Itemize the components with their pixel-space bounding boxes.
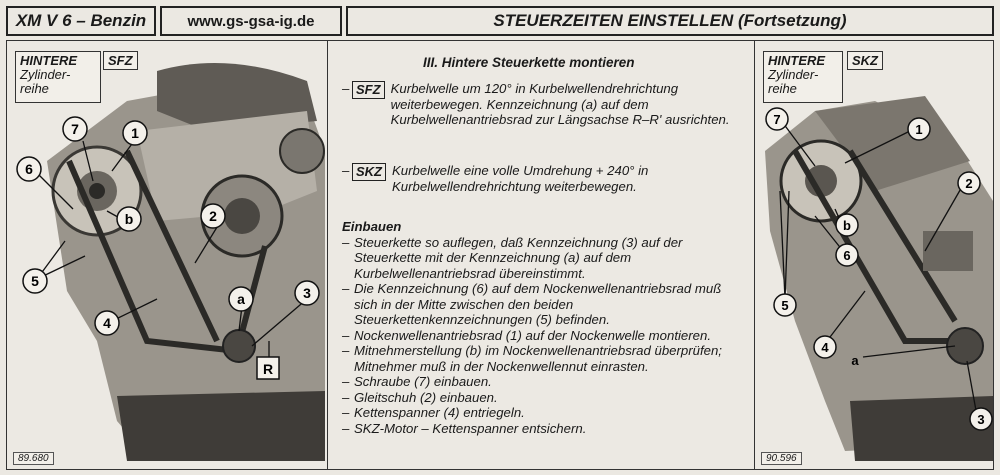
callout-3 xyxy=(970,408,992,430)
tag-line3: reihe xyxy=(20,81,49,96)
instructions-panel xyxy=(328,40,754,470)
engine-code-badge: SFZ xyxy=(103,51,138,70)
tag-line1: HINTERE xyxy=(768,53,826,68)
einbauen-list xyxy=(342,235,744,437)
callout-a xyxy=(229,287,253,311)
list-item: – Die Kennzeichnung (6) auf dem Nockenwellenantriebsrad muß sich in der Mitte zwischen den beiden Steuerkettenkennzeichnungen (5) befinden. xyxy=(342,281,722,327)
list-item: – SKZ-Motor – Kettenspanner entsichern. xyxy=(342,420,587,436)
sfz-text: Kurbelwelle um 120° in Kurbelwellendrehrichtung weiterbewegen. Kennzeichnung (a) auf dem Kurbelwellenantriebsrad zur Längsachse R–R' ausrichten. xyxy=(390,81,730,127)
svg-text:4: 4 xyxy=(821,340,829,355)
svg-text:5: 5 xyxy=(781,298,789,313)
skz-code-box: SKZ xyxy=(352,163,386,181)
list-item: – Nockenwellenantriebsrad (1) auf der Nockenwelle montieren. xyxy=(342,327,711,343)
left-figure-panel xyxy=(6,40,328,470)
callout-7 xyxy=(766,108,788,130)
callout-6 xyxy=(836,244,858,266)
svg-text:a: a xyxy=(851,353,859,368)
figure-number-left: 89.680 xyxy=(13,452,54,465)
tag-line1: HINTERE xyxy=(20,53,78,68)
callout-a xyxy=(851,353,859,368)
tag-line3: reihe xyxy=(768,81,797,96)
callout-1 xyxy=(123,121,147,145)
svg-text:7: 7 xyxy=(71,121,79,137)
callout-7 xyxy=(63,117,87,141)
engine-code-badge-right: SKZ xyxy=(847,51,883,70)
callout-b xyxy=(836,214,858,236)
svg-text:6: 6 xyxy=(25,161,33,177)
callout-4 xyxy=(95,311,119,335)
callout-2 xyxy=(958,172,980,194)
list-item: – Mitnehmerstellung (b) im Nockenwellenantriebsrad überprüfen; Mitnehmer muß in der Nockenwellennut einrasten. xyxy=(342,343,722,374)
list-item: – Kettenspanner (4) entriegeln. xyxy=(342,405,525,420)
header-url: www.gs-gsa-ig.de xyxy=(160,6,342,36)
svg-text:5: 5 xyxy=(31,273,39,289)
callout-2 xyxy=(201,204,225,228)
callouts-left xyxy=(7,41,328,470)
list-item: – Steuerkette so auflegen, daß Kennzeichnung (3) auf der Steuerkette mit der Kennzeichnung (a) auf dem Kurbelwellenantriebsrad übereinstimmt. xyxy=(342,234,683,281)
list-item: – Gleitschuh (2) einbauen. xyxy=(342,389,498,405)
callout-5 xyxy=(774,294,796,316)
callout-1 xyxy=(908,118,930,140)
callout-5 xyxy=(23,269,47,293)
svg-text:3: 3 xyxy=(977,412,985,427)
right-figure-panel xyxy=(754,40,994,470)
svg-text:b: b xyxy=(843,218,851,233)
callouts-right xyxy=(755,41,994,470)
sfz-code-box: SFZ xyxy=(352,81,385,99)
svg-text:2: 2 xyxy=(209,208,217,224)
skz-text: Kurbelwelle eine volle Umdrehung + 240° in Kurbelwellendrehrichtung weiterbewegen. xyxy=(392,163,649,194)
einbauen-section xyxy=(342,219,744,436)
callout-6 xyxy=(17,157,41,181)
svg-text:7: 7 xyxy=(773,112,781,127)
figure-number-right: 90.596 xyxy=(761,452,802,465)
tag-line2: Zylinder- xyxy=(768,67,819,82)
svg-text:1: 1 xyxy=(915,122,923,137)
svg-text:6: 6 xyxy=(843,248,851,263)
callout-b xyxy=(117,207,141,231)
svg-text:1: 1 xyxy=(131,125,139,141)
svg-text:R: R xyxy=(262,361,274,377)
callout-4 xyxy=(814,336,836,358)
einbauen-title: Einbauen xyxy=(342,219,402,234)
callout-3 xyxy=(295,281,319,305)
svg-text:2: 2 xyxy=(965,176,973,191)
skz-instruction: – SKZ Kurbelwelle eine volle Umdrehung + 240° in Kurbelwellendrehrichtung weiterbewegen. xyxy=(342,163,744,194)
list-item: – Schraube (7) einbauen. xyxy=(342,374,492,389)
svg-text:b: b xyxy=(124,211,134,227)
svg-text:4: 4 xyxy=(103,315,111,331)
svg-text:3: 3 xyxy=(303,285,311,301)
sfz-instruction: – SFZ Kurbelwelle um 120° in Kurbelwellendrehrichtung weiterbewegen. Kennzeichnung (a) auf dem Kurbelwellenantriebsrad zur Längsachse R–R' ausrichten. xyxy=(342,81,744,128)
svg-text:a: a xyxy=(237,291,245,307)
section-heading: III. Hintere Steuerkette montieren xyxy=(423,55,635,70)
header-title: STEUERZEITEN EINSTELLEN (Fortsetzung) xyxy=(346,6,994,36)
tag-line2: Zylinder- xyxy=(20,67,71,82)
callout-R xyxy=(257,357,279,379)
header-model: XM V 6 – Benzin xyxy=(6,6,156,36)
